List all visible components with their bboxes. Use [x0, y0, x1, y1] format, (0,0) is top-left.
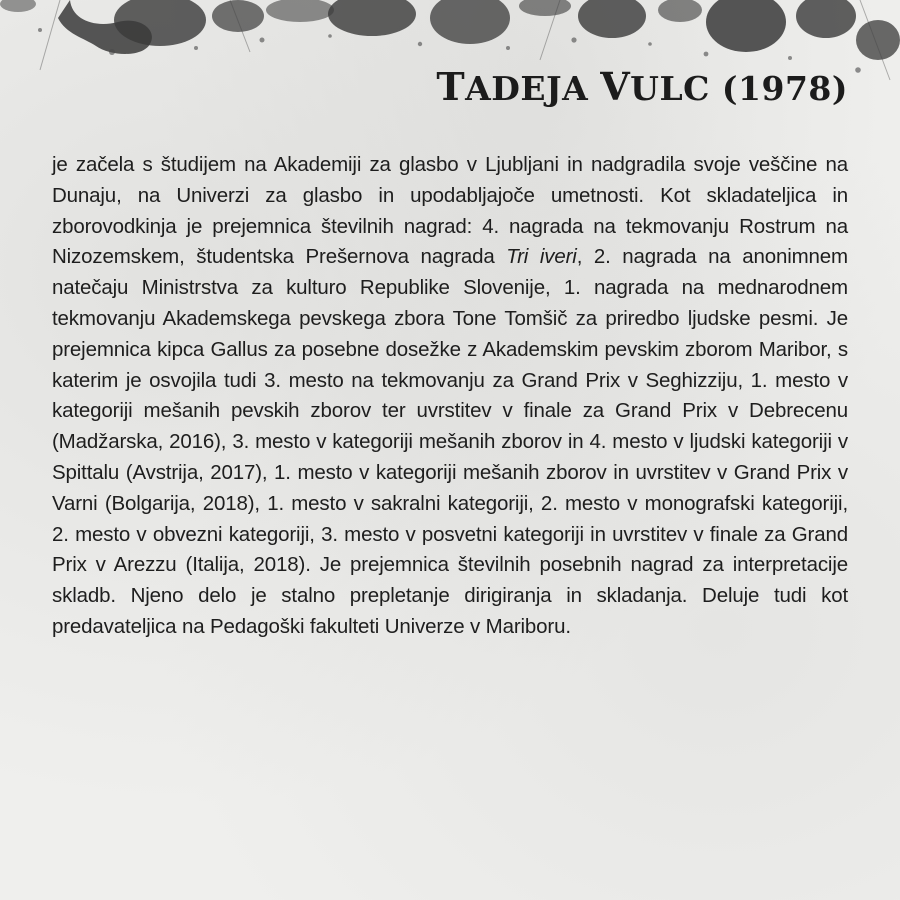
title-last-initial: V [600, 64, 631, 109]
title-first-rest: ADEJA [465, 69, 589, 108]
page-title [436, 64, 848, 109]
title-first-initial: T [436, 64, 466, 109]
biography-paragraph [52, 150, 848, 643]
bio-text-part-1: je začela s študijem na Akademiji za glasbo v Ljubljani in nadgradila svoje veščine na Dunaju, na Univerzi za glasbo in upodabljajoče umetnosti. Kot skladateljica in zborovodkinja je prejemnica številnih nagrad: 4. nagrada na tekmovanju Rostrum na Nizozemskem, študentska Prešernova nagrada [52, 153, 848, 269]
award-title: Tri iveri [506, 245, 577, 269]
title-last-rest: ULC [630, 69, 710, 108]
bio-text-part-2: , 2. nagrada na anonimnem natečaju Ministrstva za kulturo Republike Slovenije, 1. nagrada na mednarodnem tekmovanju Akademskega pevskega zbora Tone Tomšič za priredbo ljudske pesmi. Je prejemnica kipca Gallus za posebne dosežke z Akademskim pevskim zborom Maribor, s katerim je osvojila tudi 3. mesto na tekmovanju za Grand Prix v Seghizziju, 1. mesto v kategoriji mešanih pevskih zborov ter uvrstitev v finale za Grand Prix v Debrecenu (Madžarska, 2016), 3. mesto v kategoriji mešanih zborov in 4. mesto v ljudski kategoriji v Spittalu (Avstrija, 2017), 1. mesto v kategoriji mešanih zborov in uvrstitev v Grand Prix v Varni (Bolgarija, 2018), 1. mesto v sakralni kategoriji, 2. mesto v monografski kategoriji, 2. mesto v obvezni kategoriji, 3. mesto v posvetni kategoriji in uvrstitev v finale za Grand Prix v Arezzu (Italija, 2018). Je prejemnica številnih posebnih nagrad za interpretacije skladb. Njeno delo je stalno prepletanje dirigiranja in skladanja. Deluje tudi kot predavateljica na Pedagoški fakulteti Univerze v Mariboru. [52, 245, 848, 638]
title-year: (1978) [721, 69, 848, 108]
